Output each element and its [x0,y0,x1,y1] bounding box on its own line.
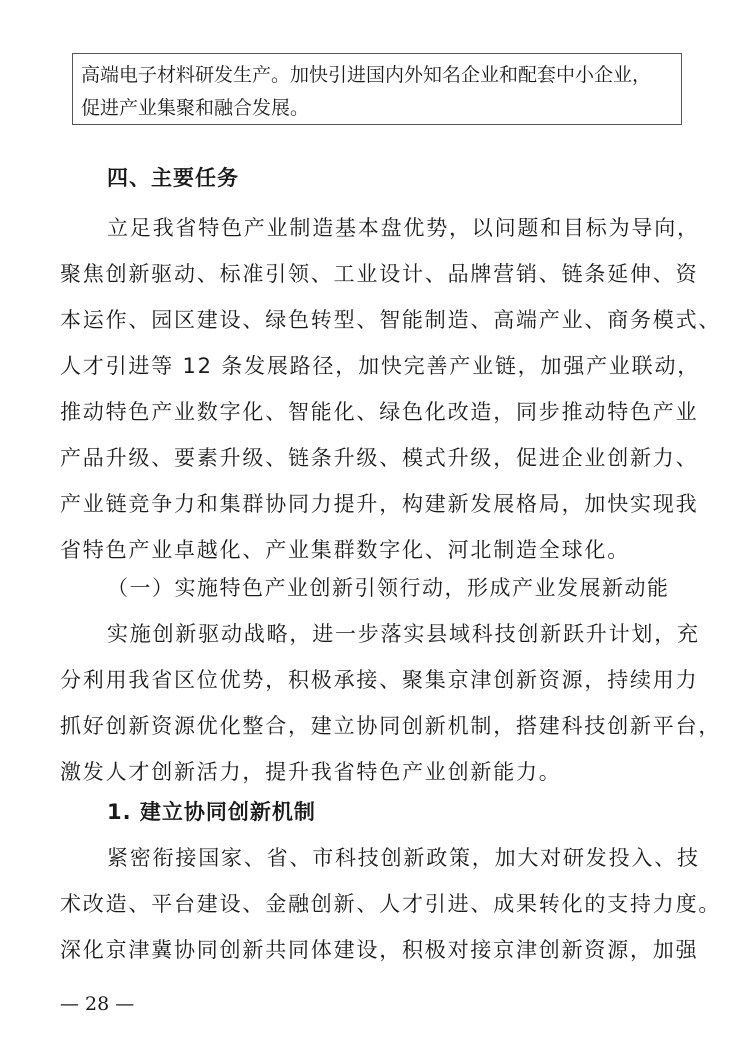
subsection-heading: （一）实施特色产业创新引领行动，形成产业发展新动能 [107,576,670,600]
section-heading: 四、主要任务 [107,166,239,190]
page-number: — 28 — [60,993,135,1015]
paragraph-line: 聚焦创新驱动、标准引领、工业设计、品牌营销、链条延伸、资 [60,262,699,286]
paragraph-line: 深化京津冀协同创新共同体建设，积极对接京津创新资源，加强 [60,938,699,962]
paragraph-line: 推动特色产业数字化、智能化、绿色化改造，同步推动特色产业 [60,400,699,424]
paragraph-line: 激发人才创新活力，提升我省特色产业创新能力。 [60,760,562,784]
paragraph-line: 产品升级、要素升级、链条升级、模式升级，促进企业创新力、 [60,446,699,470]
paragraph-line: 抓好创新资源优化整合，建立协同创新机制，搭建科技创新平台， [60,714,722,738]
paragraph-line: 实施创新驱动战略，进一步落实县域科技创新跃升计划，充 [107,622,700,646]
paragraph-line: 紧密衔接国家、省、市科技创新政策，加大对研发投入、技 [107,846,700,870]
paragraph-line: 省特色产业卓越化、产业集群数字化、河北制造全球化。 [60,538,630,562]
item-heading: 1. 建立协同创新机制 [107,800,316,824]
box-line: 促进产业集聚和融合发展。 [81,97,310,119]
paragraph-line: 人才引进等 12 条发展路径，加快完善产业链，加强产业联动， [60,354,701,378]
paragraph-line: 本运作、园区建设、绿色转型、智能制造、高端产业、商务模式、 [60,308,722,332]
paragraph-line: 术改造、平台建设、金融创新、人才引进、成果转化的支持力度。 [60,892,722,916]
paragraph-line: 立足我省特色产业制造基本盘优势，以问题和目标为导向， [107,216,700,240]
paragraph-line: 分利用我省区位优势，积极承接、聚集京津创新资源，持续用力 [60,668,699,692]
box-line: 高端电子材料研发生产。加快引进国内外知名企业和配套中小企业， [81,64,652,86]
boxed-text-block [72,53,682,125]
paragraph-line: 产业链竞争力和集群协同力提升，构建新发展格局，加快实现我 [60,492,699,516]
